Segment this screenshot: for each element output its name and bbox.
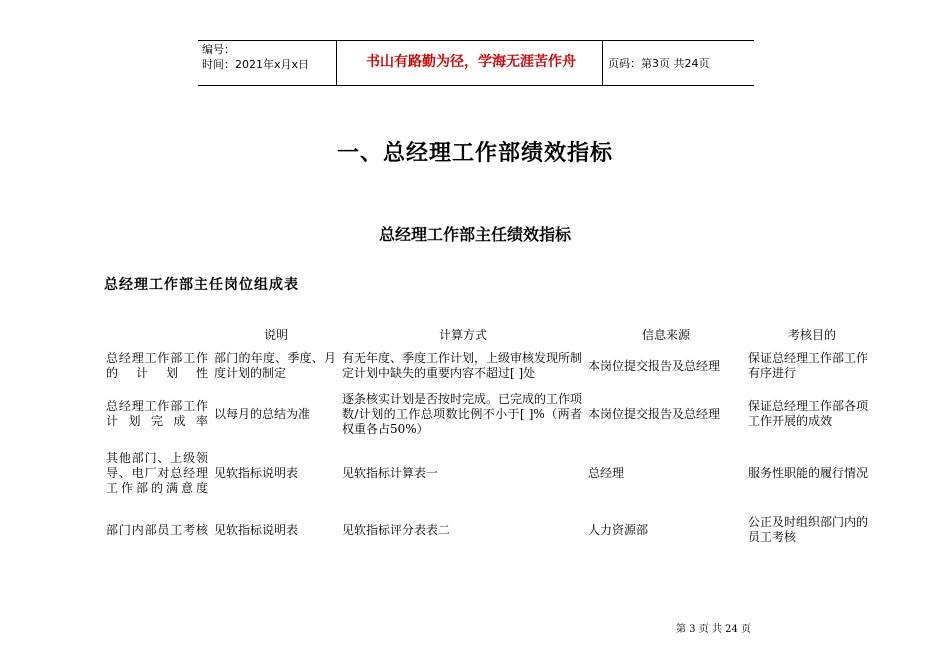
page-title: 一、总经理工作部绩效指标 xyxy=(336,141,613,166)
table-header-row xyxy=(104,324,878,344)
table-cell: 公正及时组织部门内的员工考核 xyxy=(748,515,869,544)
header-motto: 书山有路勤为径，学海无涯苦作舟 xyxy=(366,54,576,70)
header-divider xyxy=(336,40,337,86)
table-cell: 见软指标计算表一 xyxy=(342,465,439,480)
table-cell: 总经理 xyxy=(588,465,625,480)
table-row xyxy=(104,388,878,440)
table-cell: 本岗位提交报告及总经理 xyxy=(588,406,721,421)
table-cell: 见软指标说明表 xyxy=(214,465,299,480)
indicator-table xyxy=(104,324,878,554)
table-row xyxy=(104,506,878,554)
column-header: 考核目的 xyxy=(787,327,836,342)
header-number: 编号： xyxy=(202,43,235,56)
column-header: 计算方式 xyxy=(438,327,487,342)
table-cell: 本岗位提交报告及总经理 xyxy=(588,358,721,373)
page-header xyxy=(198,40,754,86)
page-subtitle: 总经理工作部主任绩效指标 xyxy=(378,225,571,244)
column-header: 信息来源 xyxy=(641,327,690,342)
header-meta xyxy=(202,42,309,72)
column-header: 说明 xyxy=(263,327,288,342)
column-header xyxy=(104,324,212,344)
table-cell: 保证总经理工作部工作有序进行 xyxy=(748,351,869,380)
table-cell: 有无年度、季度工作计划，上级审核发现所制定计划中缺失的重要内容不超过[ ]处 xyxy=(342,351,583,380)
table-cell: 其他部门、上级领导、电厂对总经理工作部的满意度 xyxy=(106,450,208,495)
table-cell: 见软指标说明表 xyxy=(214,522,299,537)
table-cell: 以每月的总结为准 xyxy=(214,406,311,421)
page-footer: 第 3 页 共 24 页 xyxy=(676,624,751,635)
header-time: 时间：2021年x月x日 xyxy=(202,58,310,71)
section-title: 总经理工作部主任岗位组成表 xyxy=(104,277,299,293)
table-cell: 总经理工作部工作的计划性 xyxy=(106,351,208,380)
table-cell: 总经理工作部工作计划完成率 xyxy=(106,399,208,428)
table-cell: 部门内部员工考核 xyxy=(106,522,208,537)
table-cell: 见软指标评分表表二 xyxy=(342,522,451,537)
header-top-rule xyxy=(198,40,754,41)
table-cell: 人力资源部 xyxy=(588,522,649,537)
table-cell: 逐条核实计划是否按时完成。已完成的工作项数/计划的工作总项数比例不小于[ ]%（两者权重各占50%） xyxy=(342,391,583,436)
table-row xyxy=(104,440,878,506)
table-cell: 服务性职能的履行情况 xyxy=(748,465,869,480)
header-divider xyxy=(602,40,603,86)
table-cell: 保证总经理工作部各项工作开展的成效 xyxy=(748,399,869,428)
header-page-number: 页码：第3页 共24页 xyxy=(608,57,710,70)
table-row xyxy=(104,344,878,388)
table-cell: 部门的年度、季度、月度计划的制定 xyxy=(214,351,336,380)
header-bottom-rule xyxy=(198,85,754,86)
